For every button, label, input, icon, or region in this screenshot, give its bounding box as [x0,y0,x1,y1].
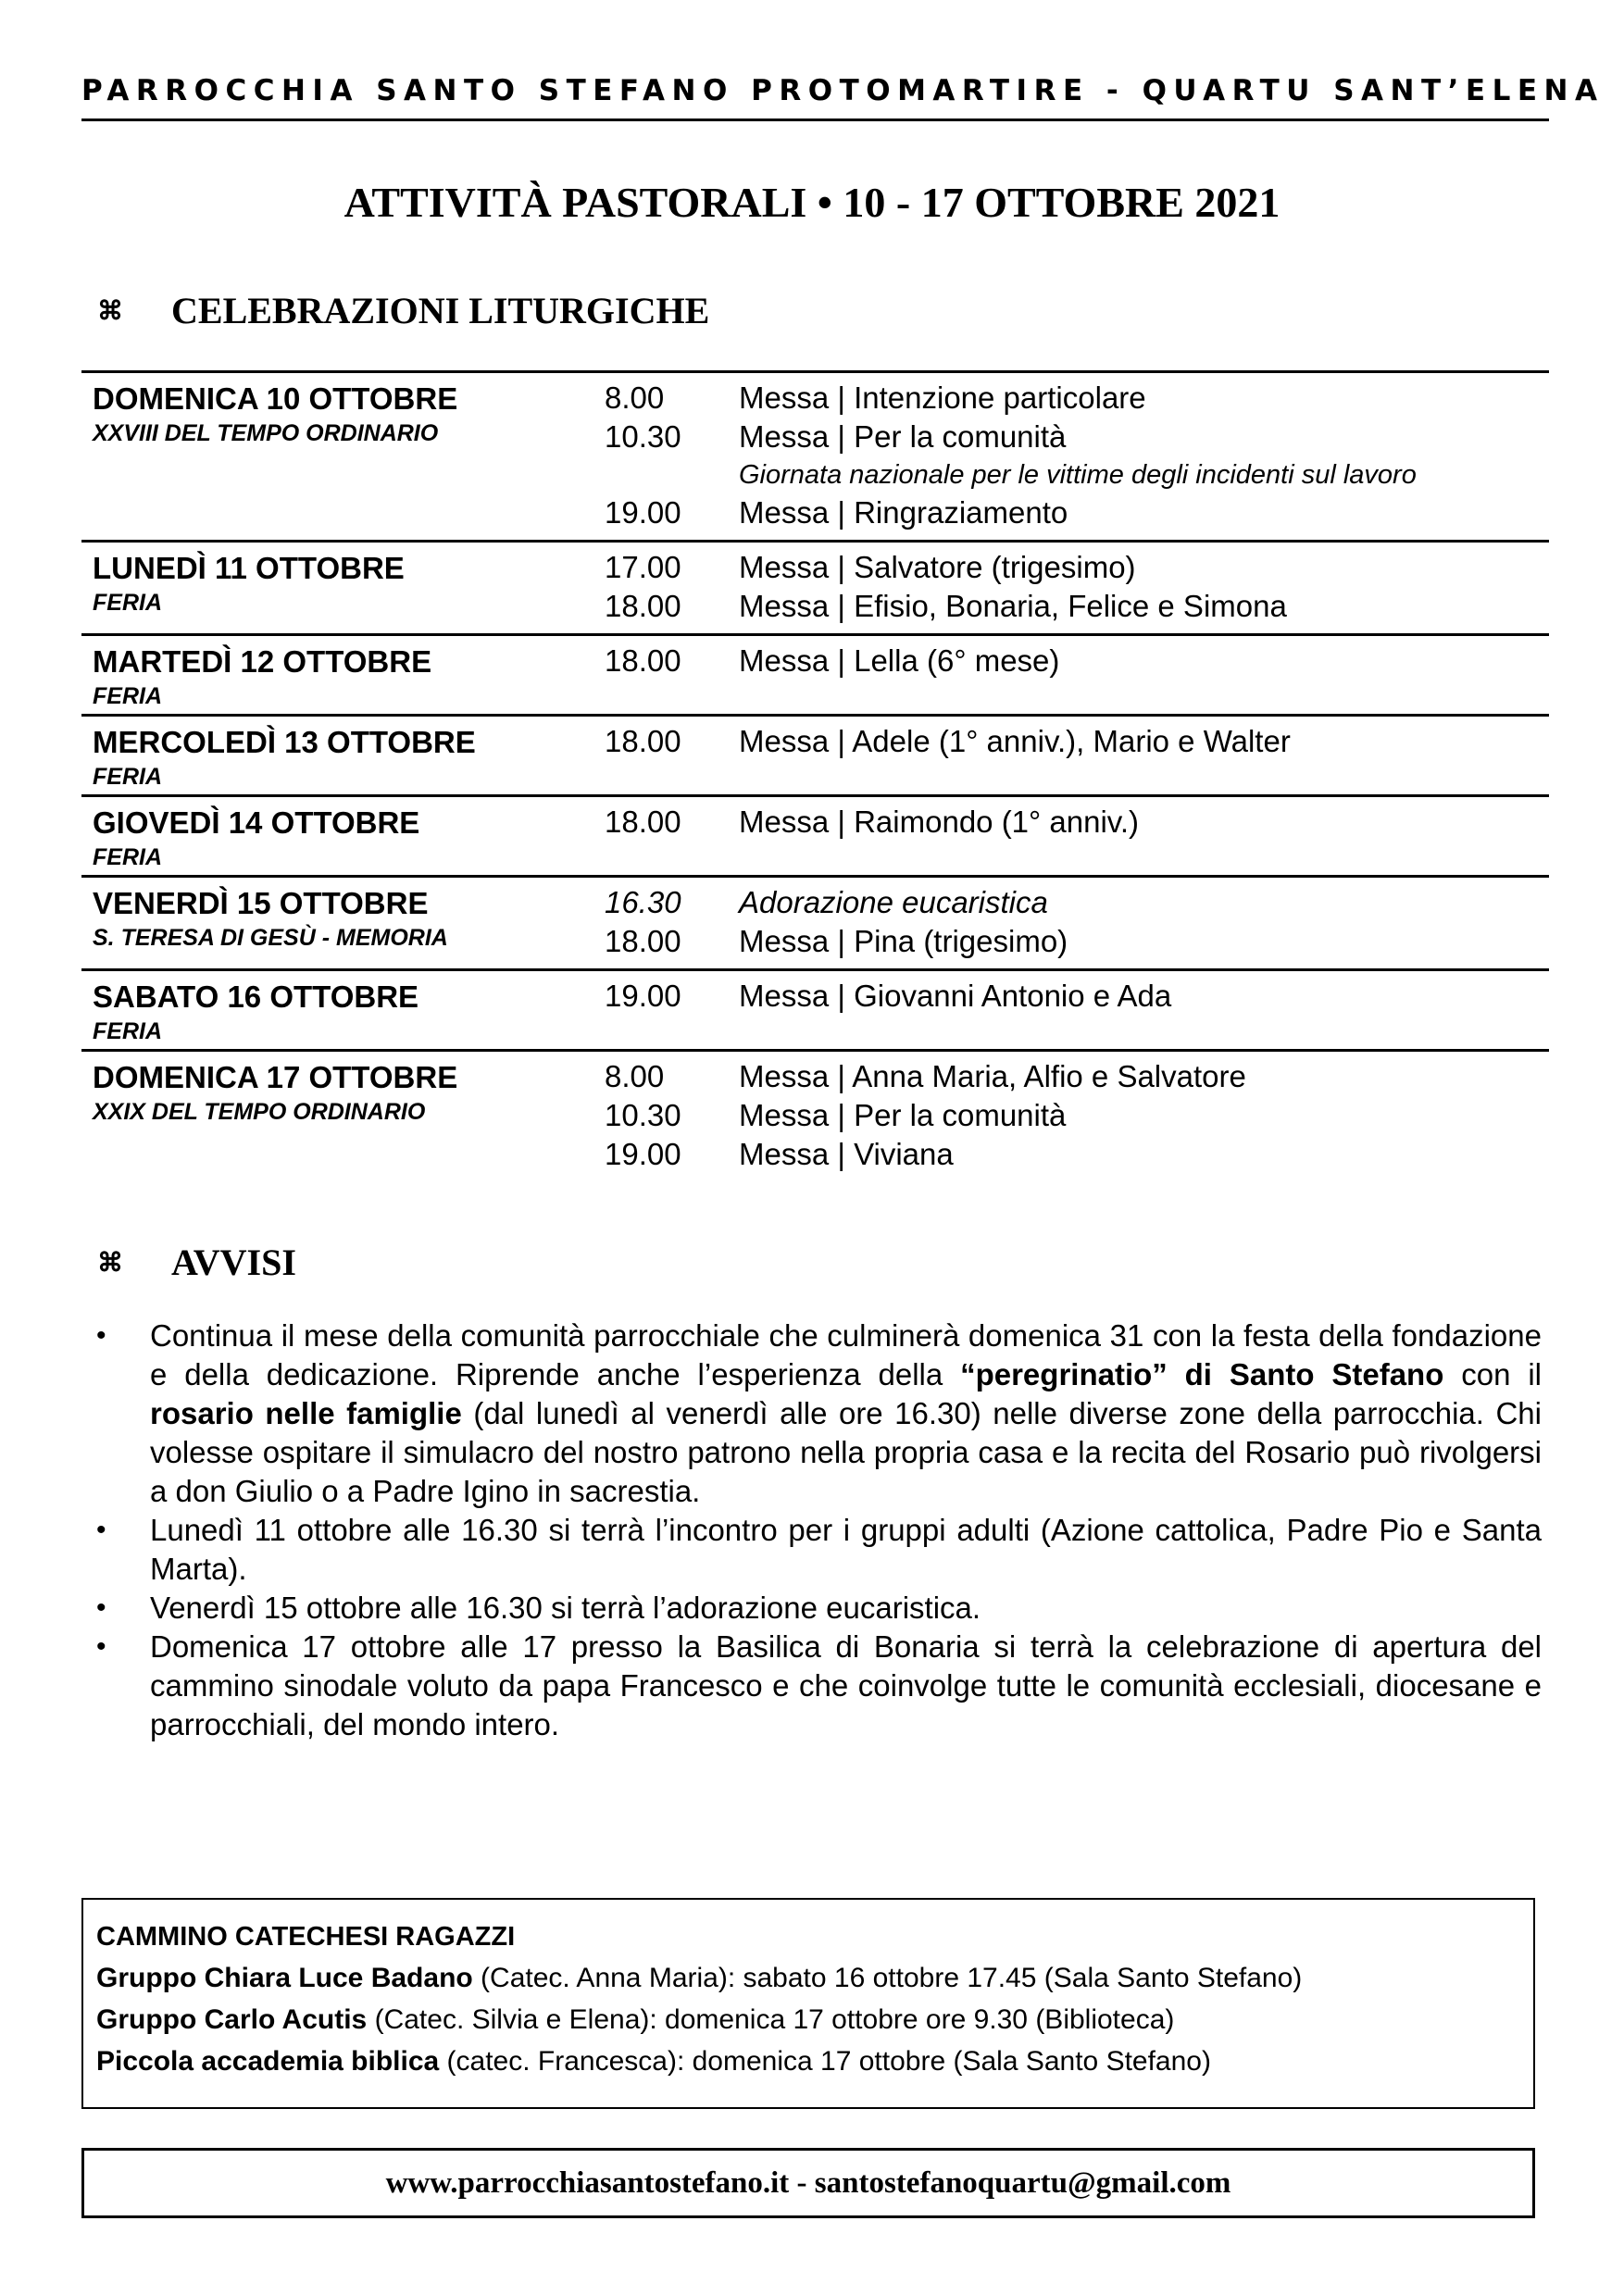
day-block [81,714,1549,794]
page-title: ATTIVITÀ PASTORALI • 10 - 17 OTTOBRE 2021 [344,179,1280,226]
event-description: Messa | Salvatore (trigesimo) [739,550,1136,584]
event-time: 18.00 [605,924,681,958]
event-time: 18.00 [605,589,681,623]
day-info [93,548,667,618]
celebrations-heading-label: CELEBRAZIONI LITURGICHE [171,290,710,331]
event-row [605,922,1549,961]
event-time: 8.00 [605,1059,665,1093]
day-subtitle: FERIA [93,1018,162,1044]
event-spacer [605,1016,1549,1042]
day-block [81,370,1549,540]
event-description: Messa | Pina (trigesimo) [739,924,1068,958]
notice-item [93,1589,1542,1628]
event-description: Messa | Raimondo (1° anniv.) [739,805,1139,839]
day-subtitle: FERIA [93,764,162,790]
notices-heading [97,1241,296,1284]
event-description: Messa | Adele (1° anniv.), Mario e Walter [739,724,1291,758]
day-block [81,875,1549,968]
event-row [605,1135,1549,1174]
notice-text: Lunedì 11 ottobre alle 16.30 si terrà l’incontro per i gruppi adulti (Azione cattolica, Padre Pio e Santa Marta). [150,1513,1542,1586]
day-info [93,642,667,711]
day-block [81,794,1549,875]
event-description: Messa | Giovanni Antonio e Ada [739,979,1172,1013]
catechesis-box [81,1898,1535,2109]
day-events [605,722,1549,787]
celebrations-heading [97,289,709,332]
day-events [605,1057,1549,1174]
event-row [605,418,1549,456]
event-description: Messa | Per la comunità [739,1098,1067,1132]
day-info [93,883,667,953]
notice-text: Venerdì 15 ottobre alle 16.30 si terrà l’adorazione eucaristica. [150,1591,981,1625]
event-row [605,1057,1549,1096]
event-time: 16.30 [605,885,681,919]
day-block [81,1049,1549,1181]
day-events [605,803,1549,867]
day-info [93,1057,667,1127]
day-subtitle: XXIX DEL TEMPO ORDINARIO [93,1099,426,1125]
notice-text: (dal lunedì al venerdì alle ore 16.30) nelle diverse zone della parrocchia. Chi volesse ospitare il simulacro del nostro patrono nella propria casa e la recita del Rosario può rivolgersi a don Giulio o a Padre Igino in sacrestia. [150,1396,1542,1508]
event-description: Messa | Intenzione particolare [739,381,1146,415]
event-time: 18.00 [605,643,681,678]
day-events [605,883,1549,961]
notice-text: con il [1443,1357,1542,1391]
parish-header: PARROCCHIA SANTO STEFANO PROTOMARTIRE - QUARTU SANT’ELENA [81,74,1605,107]
notice-bullet-icon: • [96,1592,106,1623]
catechesis-groups [96,1957,1520,2082]
day-name: GIOVEDÌ 14 OTTOBRE [93,805,420,840]
event-spacer [605,761,1549,787]
event-note: Giornata nazionale per le vittime degli incidenti sul lavoro [739,460,1417,490]
section-bullet-icon: ⌘ [97,1248,123,1278]
event-row [605,642,1549,680]
catechesis-group-name: Piccola accademia biblica [96,2046,440,2077]
event-description: Messa | Efisio, Bonaria, Felice e Simona [739,589,1287,623]
event-row [605,803,1549,842]
event-row [605,548,1549,587]
footer-contacts: www.parrocchiasantostefano.it - santostefanoquartu@gmail.com [385,2166,1231,2200]
event-row [605,379,1549,418]
event-row [605,493,1549,532]
notices-list [93,1316,1542,1744]
catechesis-group-name: Gruppo Carlo Acutis [96,2004,368,2035]
event-description: Messa | Lella (6° mese) [739,643,1060,678]
catechesis-group [96,1999,1520,2040]
day-subtitle: FERIA [93,683,162,709]
day-name: MERCOLEDÌ 13 OTTOBRE [93,725,476,759]
event-description: Messa | Ringraziamento [739,495,1068,530]
event-description: Messa | Per la comunità [739,419,1067,454]
event-time: 10.30 [605,419,681,454]
catechesis-group-detail: (Catec. Anna Maria): sabato 16 ottobre 17.45 (Sala Santo Stefano) [472,1963,1303,1993]
day-subtitle: XXVIII DEL TEMPO ORDINARIO [93,420,439,446]
notice-item [93,1628,1542,1744]
day-name: VENERDÌ 15 OTTOBRE [93,886,429,920]
notice-emphasis: “peregrinatio” di Santo Stefano [960,1357,1444,1391]
event-time: 19.00 [605,979,681,1013]
day-block [81,968,1549,1049]
day-info [93,379,667,448]
catechesis-title: CAMMINO CATECHESI RAGAZZI [96,1922,516,1952]
day-subtitle: FERIA [93,844,162,870]
event-spacer [605,842,1549,867]
event-description: Messa | Anna Maria, Alfio e Salvatore [739,1059,1246,1093]
day-name: DOMENICA 10 OTTOBRE [93,381,458,416]
event-time: 17.00 [605,550,681,584]
day-events [605,977,1549,1042]
notices-heading-label: AVVISI [171,1242,296,1283]
day-name: MARTEDÌ 12 OTTOBRE [93,644,432,679]
event-description: Adorazione eucaristica [739,885,1048,919]
event-row [605,722,1549,761]
notice-text: Continua il mese della comunità parrocchiale che culminerà domenica 31 con la festa della fondazione e della dedicazione. Riprende anche l’esperienza della [150,1318,1542,1391]
day-events [605,642,1549,706]
catechesis-group-name: Gruppo Chiara Luce Badano [96,1963,473,1993]
event-row [605,587,1549,626]
event-description: Messa | Viviana [739,1137,954,1171]
day-block [81,540,1549,633]
event-row [605,977,1549,1016]
notice-emphasis: rosario nelle famiglie [150,1396,462,1430]
event-time: 18.00 [605,805,681,839]
celebrations-schedule [81,370,1549,1181]
event-time: 10.30 [605,1098,681,1132]
catechesis-group [96,1957,1520,1999]
event-time: 8.00 [605,381,665,415]
day-block [81,633,1549,714]
day-name: LUNEDÌ 11 OTTOBRE [93,551,405,585]
day-events [605,379,1549,532]
notice-bullet-icon: • [96,1515,106,1545]
event-time: 19.00 [605,1137,681,1171]
event-row [605,1096,1549,1135]
catechesis-group-detail: (catec. Francesca): domenica 17 ottobre (Sala Santo Stefano) [439,2046,1211,2077]
event-time: 18.00 [605,724,681,758]
notice-item [93,1511,1542,1589]
event-spacer [605,680,1549,706]
day-info [93,803,667,872]
day-info [93,722,667,792]
day-name: SABATO 16 OTTOBRE [93,980,419,1014]
notice-bullet-icon: • [96,1320,106,1351]
day-name: DOMENICA 17 OTTOBRE [93,1060,458,1094]
notice-text: Domenica 17 ottobre alle 17 presso la Basilica di Bonaria si terrà la celebrazione di apertura del cammino sinodale voluto da papa Francesco e che coinvolge tutte le comunità ecclesiali, diocesane e parrocchiali, del mondo intero. [150,1629,1542,1741]
notice-item [93,1316,1542,1511]
day-events [605,548,1549,626]
event-time: 19.00 [605,495,681,530]
event-row [605,883,1549,922]
footer-contacts-box [81,2148,1535,2218]
header-divider [81,119,1549,121]
catechesis-group [96,2040,1520,2082]
catechesis-group-detail: (Catec. Silvia e Elena): domenica 17 ottobre ore 9.30 (Biblioteca) [367,2004,1175,2035]
day-subtitle: FERIA [93,590,162,616]
day-info [93,977,667,1046]
section-bullet-icon: ⌘ [97,296,123,326]
day-subtitle: S. TERESA DI GESÙ - MEMORIA [93,925,448,951]
notice-bullet-icon: • [96,1631,106,1662]
